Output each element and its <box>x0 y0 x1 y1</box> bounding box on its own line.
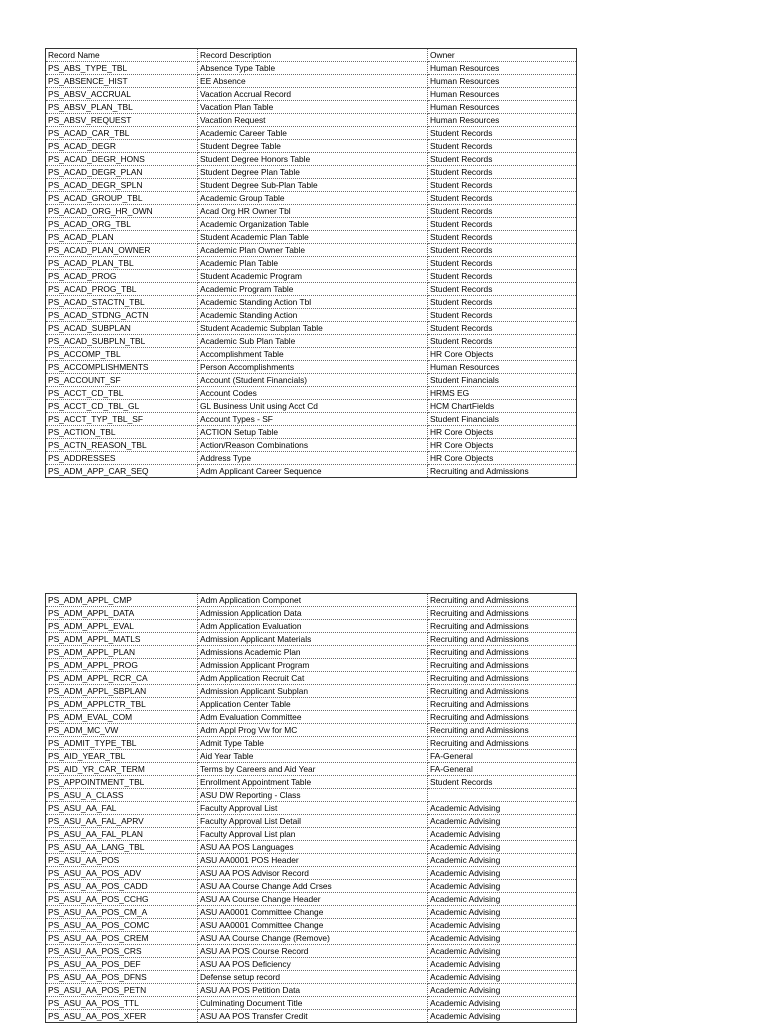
cell-record-name: PS_ACAD_DEGR <box>46 140 198 153</box>
table-row <box>46 815 577 828</box>
cell-owner: Recruiting and Admissions <box>428 594 577 607</box>
cell-record-description: Academic Group Table <box>198 192 428 205</box>
cell-record-description: ASU AA0001 POS Header <box>198 854 428 867</box>
cell-record-description: Admission Applicant Subplan <box>198 685 428 698</box>
table-row <box>46 737 577 750</box>
cell-owner: Academic Advising <box>428 893 577 906</box>
cell-record-description: Adm Application Evaluation <box>198 620 428 633</box>
cell-owner: Recruiting and Admissions <box>428 685 577 698</box>
table-row <box>46 711 577 724</box>
column-header-record-description: Record Description <box>198 49 428 62</box>
cell-owner: Academic Advising <box>428 1010 577 1023</box>
cell-record-description: Aid Year Table <box>198 750 428 763</box>
cell-record-name: PS_ACTION_TBL <box>46 426 198 439</box>
cell-record-name: PS_ACAD_CAR_TBL <box>46 127 198 140</box>
table-row <box>46 348 577 361</box>
cell-record-name: PS_ASU_AA_FAL_APRV <box>46 815 198 828</box>
cell-record-name: PS_ASU_AA_POS_TTL <box>46 997 198 1010</box>
cell-owner: Human Resources <box>428 75 577 88</box>
table-row <box>46 932 577 945</box>
cell-record-name: PS_ASU_A_CLASS <box>46 789 198 802</box>
cell-owner: Recruiting and Admissions <box>428 607 577 620</box>
cell-owner: Academic Advising <box>428 828 577 841</box>
cell-record-name: PS_ACAD_STACTN_TBL <box>46 296 198 309</box>
cell-record-description: Vacation Accrual Record <box>198 88 428 101</box>
cell-record-description: Vacation Request <box>198 114 428 127</box>
cell-record-name: PS_APPOINTMENT_TBL <box>46 776 198 789</box>
header-row <box>46 49 577 62</box>
cell-record-name: PS_ACAD_PROG <box>46 270 198 283</box>
table-row <box>46 62 577 75</box>
cell-owner: Recruiting and Admissions <box>428 620 577 633</box>
cell-record-name: PS_ADM_APPL_PLAN <box>46 646 198 659</box>
cell-record-name: PS_ACAD_ORG_HR_OWN <box>46 205 198 218</box>
cell-record-description: Adm Applicant Career Sequence <box>198 465 428 478</box>
cell-owner: Student Records <box>428 270 577 283</box>
table-row <box>46 789 577 802</box>
cell-record-name: PS_ADM_APPL_DATA <box>46 607 198 620</box>
table-row <box>46 205 577 218</box>
table-row <box>46 114 577 127</box>
cell-record-description: Academic Sub Plan Table <box>198 335 428 348</box>
cell-owner: Academic Advising <box>428 958 577 971</box>
cell-owner: Human Resources <box>428 88 577 101</box>
cell-record-name: PS_ACAD_DEGR_PLAN <box>46 166 198 179</box>
cell-record-name: PS_ABS_TYPE_TBL <box>46 62 198 75</box>
table-row <box>46 958 577 971</box>
table-row <box>46 594 577 607</box>
cell-record-description: Account Types - SF <box>198 413 428 426</box>
column-header-record-name: Record Name <box>46 49 198 62</box>
table-row <box>46 309 577 322</box>
cell-owner: Academic Advising <box>428 815 577 828</box>
cell-owner: Student Records <box>428 140 577 153</box>
cell-record-description: Admit Type Table <box>198 737 428 750</box>
cell-record-name: PS_ASU_AA_FAL_PLAN <box>46 828 198 841</box>
cell-record-name: PS_ACAD_PLAN_OWNER <box>46 244 198 257</box>
table-row <box>46 166 577 179</box>
cell-record-name: PS_ABSENCE_HIST <box>46 75 198 88</box>
cell-owner: Human Resources <box>428 62 577 75</box>
cell-owner: Student Records <box>428 776 577 789</box>
cell-owner: FA-General <box>428 763 577 776</box>
cell-owner: Academic Advising <box>428 919 577 932</box>
table-row <box>46 127 577 140</box>
cell-record-description: Student Degree Plan Table <box>198 166 428 179</box>
cell-record-name: PS_ACAD_DEGR_SPLN <box>46 179 198 192</box>
cell-owner: Student Records <box>428 205 577 218</box>
cell-record-description: ASU AA Course Change Add Crses <box>198 880 428 893</box>
cell-owner: Student Records <box>428 218 577 231</box>
table-row <box>46 140 577 153</box>
cell-record-name: PS_ASU_AA_FAL <box>46 802 198 815</box>
table-row <box>46 893 577 906</box>
cell-record-description: Person Accomplishments <box>198 361 428 374</box>
cell-record-name: PS_ACAD_SUBPLAN <box>46 322 198 335</box>
cell-owner: Student Financials <box>428 374 577 387</box>
table-row <box>46 296 577 309</box>
table-row <box>46 218 577 231</box>
cell-owner: Recruiting and Admissions <box>428 672 577 685</box>
cell-record-description: Student Degree Honors Table <box>198 153 428 166</box>
table-row <box>46 244 577 257</box>
cell-owner: Human Resources <box>428 101 577 114</box>
cell-owner: Academic Advising <box>428 841 577 854</box>
cell-record-description: ACTION Setup Table <box>198 426 428 439</box>
table-row <box>46 880 577 893</box>
cell-owner: Academic Advising <box>428 854 577 867</box>
table-row <box>46 906 577 919</box>
cell-record-description: ASU AA POS Advisor Record <box>198 867 428 880</box>
cell-owner: Student Records <box>428 127 577 140</box>
cell-record-name: PS_ADM_APPL_PROG <box>46 659 198 672</box>
table-row <box>46 400 577 413</box>
cell-record-name: PS_ASU_AA_POS_CADD <box>46 880 198 893</box>
cell-owner: Student Financials <box>428 413 577 426</box>
table-row <box>46 633 577 646</box>
cell-owner: Academic Advising <box>428 945 577 958</box>
table-row <box>46 153 577 166</box>
cell-record-description: Faculty Approval List plan <box>198 828 428 841</box>
column-header-owner: Owner <box>428 49 577 62</box>
cell-record-name: PS_ASU_AA_POS_CRS <box>46 945 198 958</box>
cell-record-description: Action/Reason Combinations <box>198 439 428 452</box>
cell-owner: Academic Advising <box>428 880 577 893</box>
cell-owner: Recruiting and Admissions <box>428 465 577 478</box>
cell-record-description: Student Academic Program <box>198 270 428 283</box>
records-table-2 <box>45 593 577 1023</box>
cell-record-description: ASU AA POS Languages <box>198 841 428 854</box>
cell-owner: FA-General <box>428 750 577 763</box>
cell-record-name: PS_ACCT_CD_TBL <box>46 387 198 400</box>
table-row <box>46 413 577 426</box>
table-row <box>46 828 577 841</box>
cell-owner: HR Core Objects <box>428 348 577 361</box>
table-row <box>46 841 577 854</box>
cell-record-name: PS_ACAD_DEGR_HONS <box>46 153 198 166</box>
cell-owner: Human Resources <box>428 114 577 127</box>
cell-record-description: Terms by Careers and Aid Year <box>198 763 428 776</box>
cell-record-description: Academic Plan Table <box>198 257 428 270</box>
cell-record-description: Academic Organization Table <box>198 218 428 231</box>
cell-owner: Recruiting and Admissions <box>428 633 577 646</box>
table-row <box>46 452 577 465</box>
cell-record-description: Admission Application Data <box>198 607 428 620</box>
table-row <box>46 387 577 400</box>
cell-owner: HR Core Objects <box>428 439 577 452</box>
cell-owner: Student Records <box>428 309 577 322</box>
cell-record-name: PS_ACCT_TYP_TBL_SF <box>46 413 198 426</box>
table-row <box>46 672 577 685</box>
cell-record-name: PS_ACAD_STDNG_ACTN <box>46 309 198 322</box>
table-row <box>46 88 577 101</box>
table-row <box>46 984 577 997</box>
table-row <box>46 854 577 867</box>
cell-record-description: Vacation Plan Table <box>198 101 428 114</box>
cell-owner: Student Records <box>428 166 577 179</box>
cell-record-description: Student Academic Plan Table <box>198 231 428 244</box>
table-row <box>46 776 577 789</box>
table-row <box>46 270 577 283</box>
table-row <box>46 439 577 452</box>
cell-owner: HR Core Objects <box>428 426 577 439</box>
cell-record-description: ASU AA POS Petition Data <box>198 984 428 997</box>
cell-record-description: Adm Appl Prog Vw for MC <box>198 724 428 737</box>
cell-owner: HCM ChartFields <box>428 400 577 413</box>
cell-record-description: Accomplishment Table <box>198 348 428 361</box>
cell-owner: Student Records <box>428 244 577 257</box>
cell-record-description: Faculty Approval List Detail <box>198 815 428 828</box>
table-row <box>46 192 577 205</box>
cell-record-description: ASU AA POS Deficiency <box>198 958 428 971</box>
cell-owner: Recruiting and Admissions <box>428 711 577 724</box>
cell-record-name: PS_ABSV_PLAN_TBL <box>46 101 198 114</box>
cell-record-description: Admissions Academic Plan <box>198 646 428 659</box>
cell-record-name: PS_ACCOMP_TBL <box>46 348 198 361</box>
cell-record-description: Address Type <box>198 452 428 465</box>
cell-record-description: Acad Org HR Owner Tbl <box>198 205 428 218</box>
table-row <box>46 945 577 958</box>
table-row <box>46 361 577 374</box>
cell-owner: Recruiting and Admissions <box>428 698 577 711</box>
cell-record-description: Admission Applicant Program <box>198 659 428 672</box>
cell-record-name: PS_ABSV_REQUEST <box>46 114 198 127</box>
cell-record-description: ASU AA Course Change Header <box>198 893 428 906</box>
cell-record-name: PS_ADMIT_TYPE_TBL <box>46 737 198 750</box>
cell-record-name: PS_ASU_AA_POS_COMC <box>46 919 198 932</box>
cell-record-name: PS_ACCOUNT_SF <box>46 374 198 387</box>
cell-owner: Student Records <box>428 192 577 205</box>
cell-record-name: PS_ASU_AA_POS_CREM <box>46 932 198 945</box>
cell-owner: Academic Advising <box>428 984 577 997</box>
cell-record-description: ASU AA Course Change (Remove) <box>198 932 428 945</box>
cell-owner: Student Records <box>428 296 577 309</box>
cell-record-description: Admission Applicant Materials <box>198 633 428 646</box>
table-row <box>46 685 577 698</box>
table-row <box>46 257 577 270</box>
cell-record-name: PS_ADM_EVAL_COM <box>46 711 198 724</box>
cell-record-name: PS_ADM_APPL_EVAL <box>46 620 198 633</box>
cell-record-name: PS_ADM_APPL_RCR_CA <box>46 672 198 685</box>
cell-record-name: PS_ACCT_CD_TBL_GL <box>46 400 198 413</box>
table-row <box>46 620 577 633</box>
cell-record-description: Adm Evaluation Committee <box>198 711 428 724</box>
table-row <box>46 1010 577 1023</box>
table-row <box>46 867 577 880</box>
cell-record-description: Account (Student Financials) <box>198 374 428 387</box>
cell-owner: HRMS EG <box>428 387 577 400</box>
table-row <box>46 322 577 335</box>
cell-record-name: PS_ADM_MC_VW <box>46 724 198 737</box>
table-row <box>46 465 577 478</box>
cell-record-description: ASU AA POS Course Record <box>198 945 428 958</box>
cell-record-description: EE Absence <box>198 75 428 88</box>
table-row <box>46 607 577 620</box>
cell-record-name: PS_ACAD_PLAN <box>46 231 198 244</box>
cell-record-name: PS_ACAD_PROG_TBL <box>46 283 198 296</box>
cell-record-description: Student Degree Table <box>198 140 428 153</box>
table-row <box>46 971 577 984</box>
cell-record-name: PS_ASU_AA_POS_XFER <box>46 1010 198 1023</box>
cell-record-description: Adm Application Componet <box>198 594 428 607</box>
cell-owner: Recruiting and Admissions <box>428 659 577 672</box>
cell-owner: Student Records <box>428 283 577 296</box>
cell-record-description: Enrollment Appointment Table <box>198 776 428 789</box>
cell-record-description: Absence Type Table <box>198 62 428 75</box>
cell-record-description: GL Business Unit using Acct Cd <box>198 400 428 413</box>
cell-record-description: Academic Plan Owner Table <box>198 244 428 257</box>
table-row <box>46 374 577 387</box>
cell-record-description: Defense setup record <box>198 971 428 984</box>
table-row <box>46 802 577 815</box>
cell-owner: Student Records <box>428 335 577 348</box>
cell-owner: Recruiting and Admissions <box>428 737 577 750</box>
table-row <box>46 231 577 244</box>
cell-owner: Academic Advising <box>428 971 577 984</box>
cell-record-name: PS_ASU_AA_POS_DEF <box>46 958 198 971</box>
cell-owner: Academic Advising <box>428 997 577 1010</box>
cell-owner: HR Core Objects <box>428 452 577 465</box>
cell-record-name: PS_ACAD_PLAN_TBL <box>46 257 198 270</box>
cell-record-name: PS_ACCOMPLISHMENTS <box>46 361 198 374</box>
table-row <box>46 763 577 776</box>
table-row <box>46 426 577 439</box>
cell-record-description: Faculty Approval List <box>198 802 428 815</box>
cell-owner: Recruiting and Admissions <box>428 646 577 659</box>
cell-record-description: Application Center Table <box>198 698 428 711</box>
table-row <box>46 335 577 348</box>
table-row <box>46 750 577 763</box>
records-table-1 <box>45 48 577 478</box>
table-row <box>46 283 577 296</box>
table-row <box>46 75 577 88</box>
table-row <box>46 101 577 114</box>
cell-record-description: Academic Program Table <box>198 283 428 296</box>
cell-owner: Student Records <box>428 153 577 166</box>
cell-record-name: PS_ABSV_ACCRUAL <box>46 88 198 101</box>
cell-record-description: ASU AA POS Transfer Credit <box>198 1010 428 1023</box>
cell-record-name: PS_ACAD_SUBPLN_TBL <box>46 335 198 348</box>
cell-record-description: Student Degree Sub-Plan Table <box>198 179 428 192</box>
cell-record-name: PS_ACAD_GROUP_TBL <box>46 192 198 205</box>
cell-owner: Academic Advising <box>428 906 577 919</box>
cell-owner: Academic Advising <box>428 867 577 880</box>
cell-record-description: Adm Application Recruit Cat <box>198 672 428 685</box>
cell-owner: Recruiting and Admissions <box>428 724 577 737</box>
cell-record-name: PS_ASU_AA_POS_PETN <box>46 984 198 997</box>
table-row <box>46 659 577 672</box>
cell-record-name: PS_ASU_AA_POS_DFNS <box>46 971 198 984</box>
cell-record-description: Account Codes <box>198 387 428 400</box>
cell-record-name: PS_ADM_APPL_SBPLAN <box>46 685 198 698</box>
cell-owner: Student Records <box>428 231 577 244</box>
table-row <box>46 646 577 659</box>
cell-record-name: PS_ADM_APPL_CMP <box>46 594 198 607</box>
cell-record-description: ASU AA0001 Committee Change <box>198 906 428 919</box>
table-row <box>46 698 577 711</box>
cell-record-name: PS_ADM_APP_CAR_SEQ <box>46 465 198 478</box>
cell-record-name: PS_ADM_APPLCTR_TBL <box>46 698 198 711</box>
table-row <box>46 724 577 737</box>
cell-record-name: PS_ACAD_ORG_TBL <box>46 218 198 231</box>
cell-owner: Academic Advising <box>428 802 577 815</box>
cell-owner: Student Records <box>428 257 577 270</box>
cell-record-name: PS_AID_YEAR_TBL <box>46 750 198 763</box>
cell-record-description: ASU DW Reporting - Class <box>198 789 428 802</box>
cell-record-name: PS_ASU_AA_POS_CCHG <box>46 893 198 906</box>
cell-record-description: Culminating Document Title <box>198 997 428 1010</box>
cell-record-name: PS_ACTN_REASON_TBL <box>46 439 198 452</box>
cell-record-name: PS_ASU_AA_POS_ADV <box>46 867 198 880</box>
cell-record-name: PS_ASU_AA_POS_CM_A <box>46 906 198 919</box>
cell-record-name: PS_ADDRESSES <box>46 452 198 465</box>
cell-record-name: PS_ASU_AA_POS <box>46 854 198 867</box>
table-row <box>46 997 577 1010</box>
cell-owner: Human Resources <box>428 361 577 374</box>
cell-owner: Student Records <box>428 322 577 335</box>
cell-record-description: Student Academic Subplan Table <box>198 322 428 335</box>
cell-record-name: PS_AID_YR_CAR_TERM <box>46 763 198 776</box>
table-row <box>46 919 577 932</box>
cell-owner: Academic Advising <box>428 932 577 945</box>
table-row <box>46 179 577 192</box>
cell-record-description: Academic Career Table <box>198 127 428 140</box>
cell-record-description: Academic Standing Action Tbl <box>198 296 428 309</box>
cell-record-name: PS_ASU_AA_LANG_TBL <box>46 841 198 854</box>
cell-record-name: PS_ADM_APPL_MATLS <box>46 633 198 646</box>
cell-owner: Student Records <box>428 179 577 192</box>
cell-record-description: ASU AA0001 Committee Change <box>198 919 428 932</box>
cell-record-description: Academic Standing Action <box>198 309 428 322</box>
cell-owner <box>428 789 577 802</box>
